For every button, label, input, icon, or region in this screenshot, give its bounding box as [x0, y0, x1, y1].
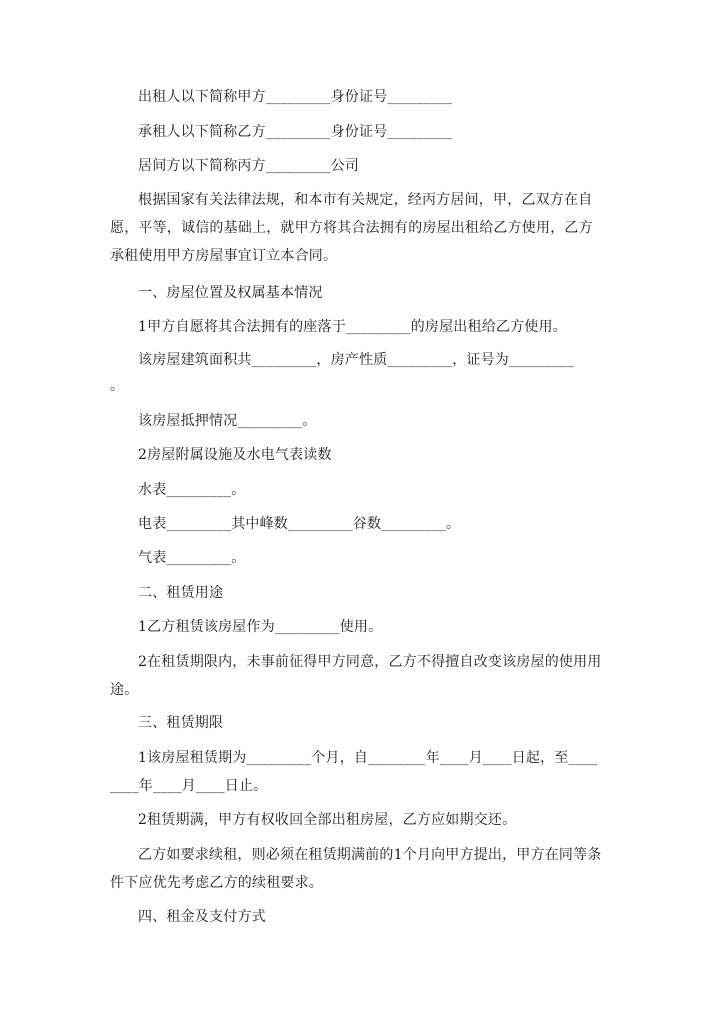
preamble-line-3: 承租使用甲方房屋事宜订立本合同。 — [110, 248, 338, 264]
clause-2-2: 2在租赁期限内，未事前征得甲方同意，乙方不得擅自改变该房屋的使用用 — [138, 654, 602, 670]
preamble-line-2: 愿，平等，诚信的基础上，就甲方将其合法拥有的房屋出租给乙方使用，乙方 — [110, 220, 593, 236]
clause-3-2: 2租赁期满，甲方有权收回全部出租房屋，乙方应如期交还。 — [138, 812, 517, 828]
clause-1-area: 该房屋建筑面积共_________，房产性质_________，证号为_________ — [138, 352, 574, 368]
gas-meter-line: 气表_________。 — [138, 550, 246, 566]
section-2-heading: 二、租赁用途 — [138, 585, 224, 601]
water-meter-line: 水表_________。 — [138, 482, 246, 498]
clause-2-1: 1乙方租赁该房屋作为_________使用。 — [138, 619, 383, 635]
lessee-line: 承租人以下简称乙方_________身份证号_________ — [138, 124, 453, 140]
electric-meter-line: 电表_________其中峰数_________谷数_________。 — [138, 516, 461, 532]
clause-2-2-end: 途。 — [110, 682, 139, 698]
intermediary-line: 居间方以下简称丙方_________公司 — [138, 158, 359, 174]
preamble-line-1: 根据国家有关法律法规，和本市有关规定，经丙方居间，甲，乙双方在自 — [138, 192, 593, 208]
clause-1-1: 1甲方自愿将其合法拥有的座落于_________的房屋出租给乙方使用。 — [138, 319, 567, 335]
lessor-line: 出租人以下简称甲方_________身份证号_________ — [138, 89, 453, 105]
section-4-heading: 四、租金及支付方式 — [138, 909, 266, 925]
renewal-line-1: 乙方如要求续租，则必须在租赁期满前的1个月向甲方提出，甲方在同等条 — [138, 847, 602, 863]
clause-3-1: 1该房屋租赁期为_________个月，自________年____月____日起，至____ — [138, 750, 598, 766]
clause-1-area-end: 。 — [110, 378, 125, 394]
clause-1-mortgage: 该房屋抵押情况_________。 — [138, 413, 317, 429]
renewal-line-2: 件下应优先考虑乙方的续租要求。 — [110, 875, 323, 891]
clause-1-2: 2房屋附属设施及水电气表读数 — [138, 447, 332, 463]
section-1-heading: 一、房屋位置及权属基本情况 — [138, 285, 323, 301]
clause-3-1-end: ____年____月____日止。 — [110, 778, 268, 794]
section-3-heading: 三、租赁期限 — [138, 715, 224, 731]
